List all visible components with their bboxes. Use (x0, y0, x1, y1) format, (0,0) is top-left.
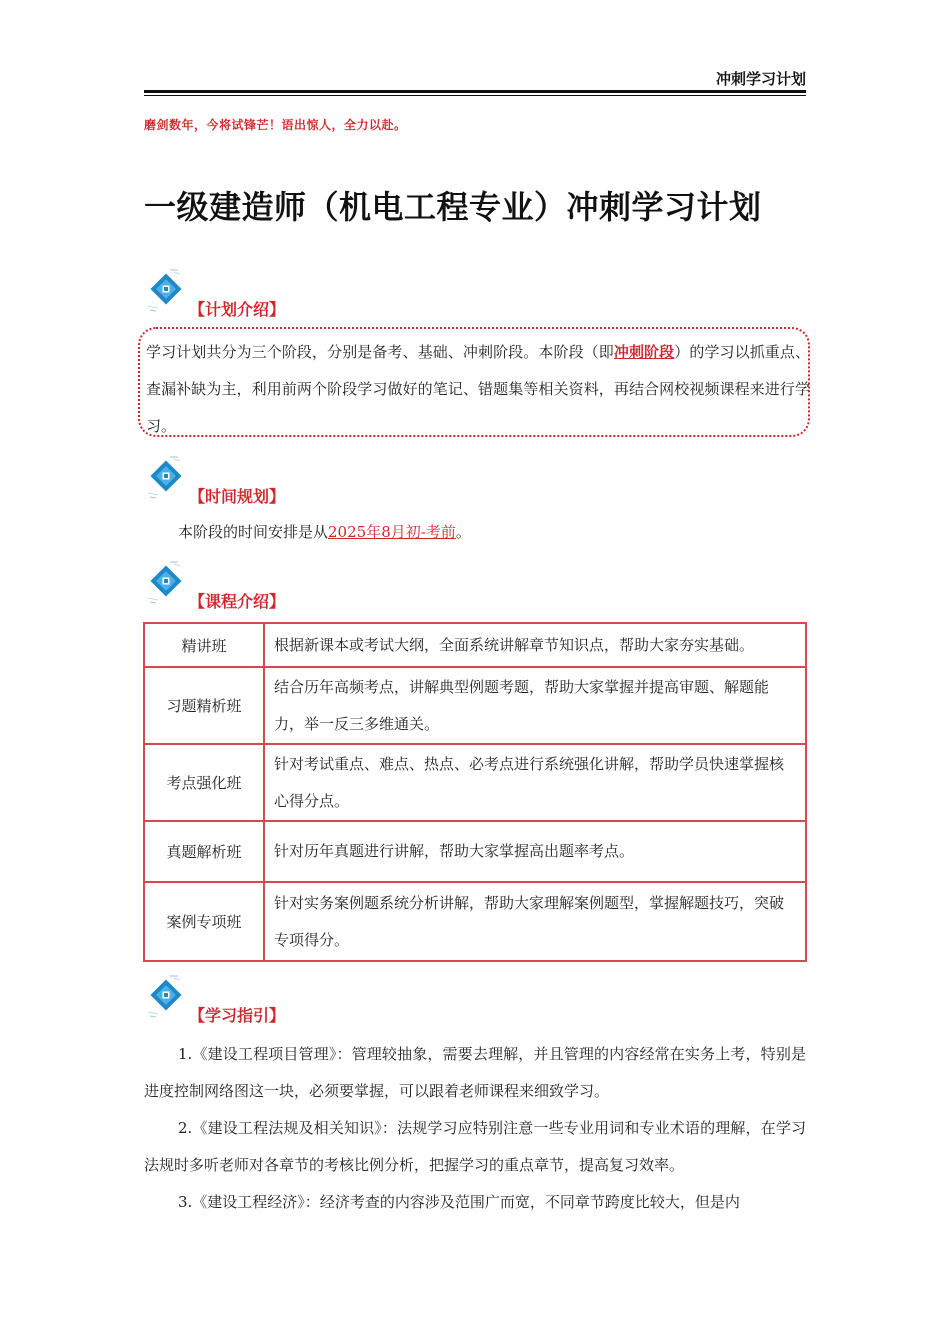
table-row (144, 821, 806, 882)
intro-text-after: ）的学习以抓重点、查漏补缺为主，利用前两个阶段学习做好的笔记、错题集等相关资料，再结合网校视频课程来进行学习。 (146, 343, 810, 435)
diamond-badge-icon (144, 268, 188, 312)
guide-item: 3.《建设工程经济》：经济考查的内容涉及范围广而宽，不同章节跨度比较大，但是内 (178, 1193, 740, 1211)
course-name: 习题精析班 (144, 667, 264, 744)
motto: 磨剑数年，今将试锋芒！语出惊人，全力以赴。 (144, 118, 407, 132)
course-name: 精讲班 (144, 623, 264, 667)
course-desc: 针对实务案例题系统分析讲解，帮助大家理解案例题型，掌握解题技巧，突破专项得分。 (264, 882, 806, 961)
diamond-badge-icon (144, 455, 188, 499)
course-desc: 针对考试重点、难点、热点、必考点进行系统强化讲解，帮助学员快速掌握核心得分点。 (264, 744, 806, 821)
diamond-badge-icon (144, 560, 188, 604)
time-paragraph (178, 517, 471, 547)
guide-item: 1.《建设工程项目管理》：管理较抽象，需要去理解，并且管理的内容经常在实务上考，特别是进度控制网络图这一块，必须要掌握，可以跟着老师课程来细致学习。 (144, 1045, 806, 1100)
table-row (144, 623, 806, 667)
course-desc: 结合历年高频考点，讲解典型例题考题，帮助大家掌握并提高审题、解题能力，举一反三多维通关。 (264, 667, 806, 744)
time-text-after: 。 (455, 523, 471, 541)
course-name: 考点强化班 (144, 744, 264, 821)
time-text-before: 本阶段的时间安排是从 (178, 523, 329, 541)
section-title-guide: 【学习指引】 (189, 1006, 286, 1025)
intro-highlight: 冲刺阶段 (613, 343, 675, 361)
table-row (144, 744, 806, 821)
guide-item: 2.《建设工程法规及相关知识》：法规学习应特别注意一些专业用词和专业术语的理解，在学习法规时多听老师对各章节的考核比例分析，把握学习的重点章节，提高复习效率。 (144, 1119, 806, 1174)
section-title-courses: 【课程介绍】 (189, 592, 286, 611)
running-header: 冲刺学习计划 (715, 70, 806, 88)
course-desc: 根据新课本或考试大纲，全面系统讲解章节知识点，帮助大家夯实基础。 (264, 623, 806, 667)
section-title-intro: 【计划介绍】 (189, 300, 286, 319)
course-table (143, 622, 807, 962)
table-row (144, 667, 806, 744)
header-rule (144, 90, 806, 93)
course-desc: 针对历年真题进行讲解，帮助大家掌握高出题率考点。 (264, 821, 806, 882)
page-title: 一级建造师（机电工程专业）冲刺学习计划 (144, 188, 762, 226)
course-name: 真题解析班 (144, 821, 264, 882)
table-row (144, 882, 806, 961)
course-name: 案例专项班 (144, 882, 264, 961)
intro-paragraph (146, 334, 810, 445)
header-rule-thin (144, 95, 806, 96)
diamond-badge-icon (144, 974, 188, 1018)
section-title-time: 【时间规划】 (189, 487, 286, 506)
time-highlight: 2025年8月初-考前 (328, 523, 456, 541)
intro-text-before: 学习计划共分为三个阶段，分别是备考、基础、冲刺阶段。本阶段（即 (146, 343, 614, 361)
